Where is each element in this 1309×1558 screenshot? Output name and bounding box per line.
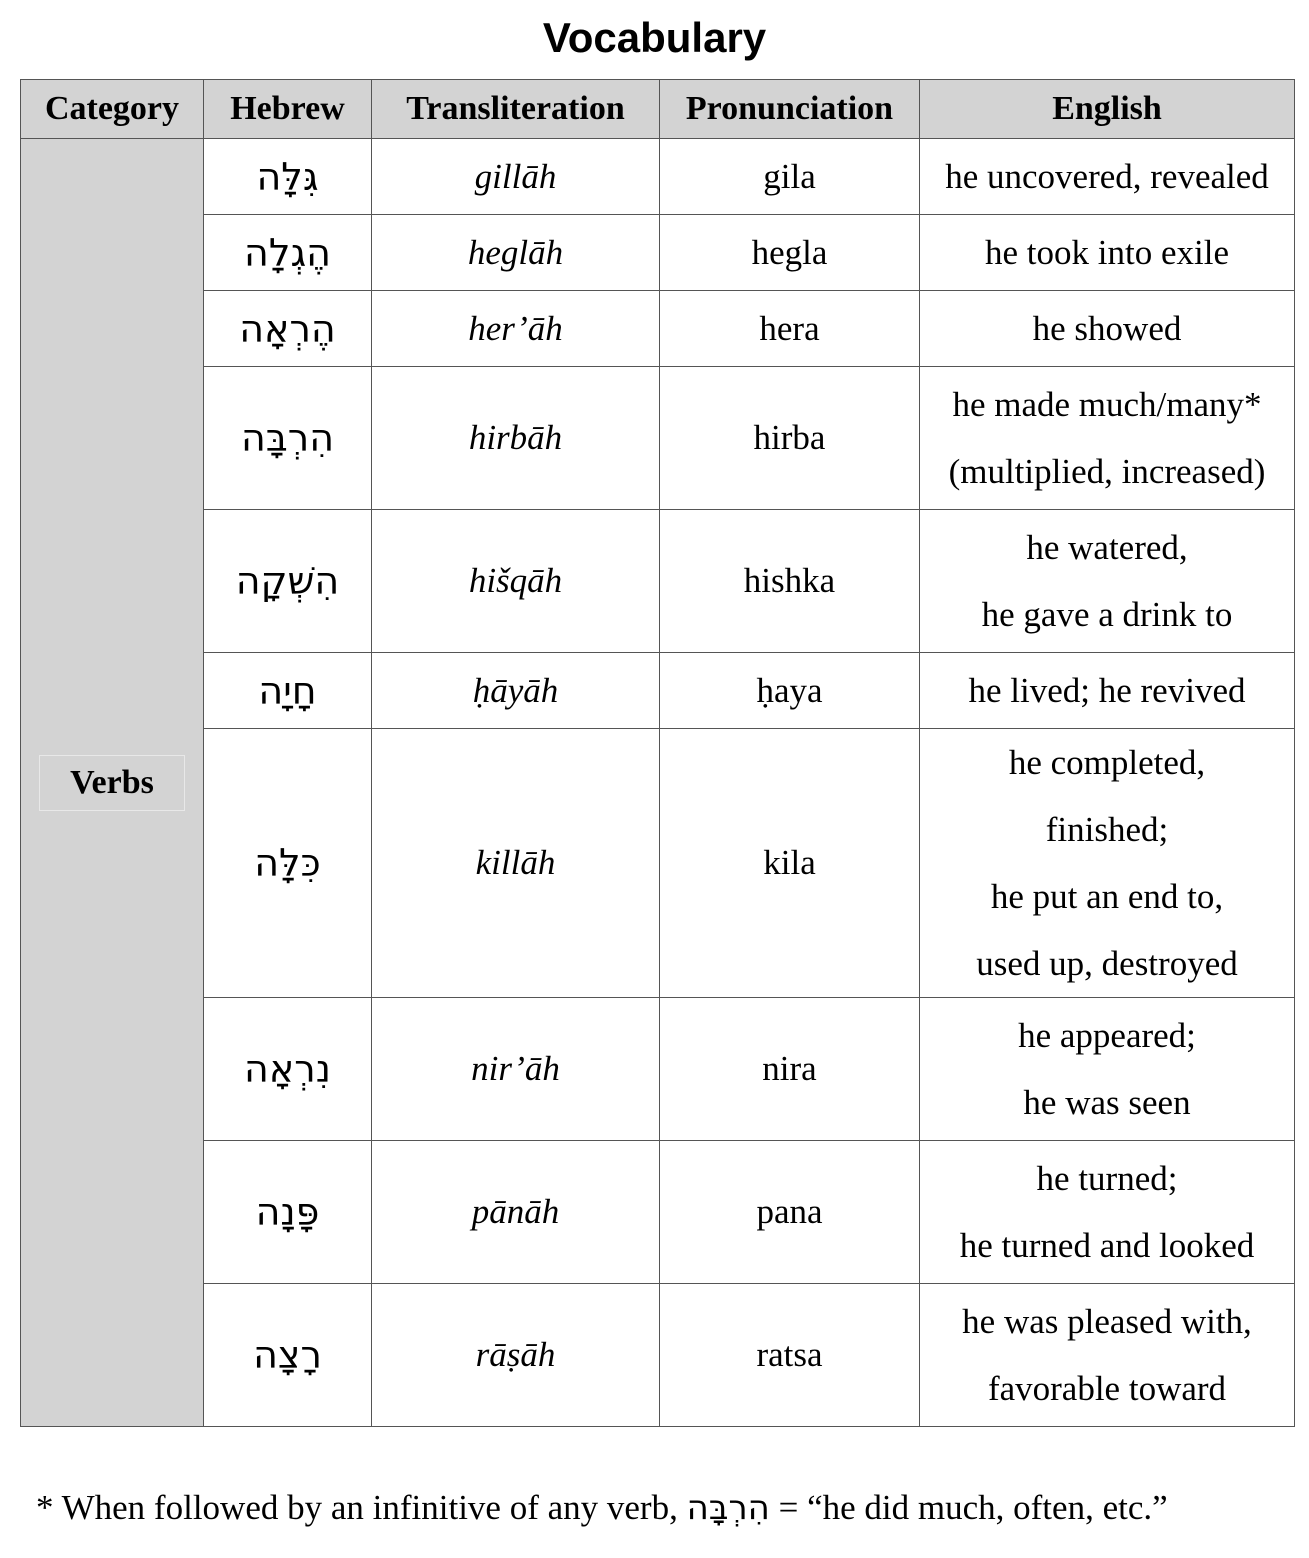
footnote <box>36 1488 1296 1528</box>
footnote-text-before: * When followed by an infinitive of any verb, <box>36 1488 687 1527</box>
page-title: Vocabulary <box>542 14 767 61</box>
english-line: favorable toward <box>987 1369 1227 1408</box>
english-cell <box>920 998 1295 1141</box>
pronunciation-cell: kila <box>660 729 920 998</box>
table-row <box>21 998 1295 1141</box>
transliteration-cell: pānāh <box>372 1141 660 1284</box>
table-row <box>21 139 1295 215</box>
pronunciation-cell: pana <box>660 1141 920 1284</box>
hebrew-cell: הֶגְלָה <box>204 215 372 291</box>
english-cell <box>920 1141 1295 1284</box>
english-line: finished; <box>1045 810 1169 849</box>
table-row <box>21 510 1295 653</box>
english-line: he watered, <box>1026 528 1188 567</box>
header-transliteration: Transliteration <box>372 80 660 139</box>
table-header-row <box>21 80 1295 139</box>
transliteration-cell: hišqāh <box>372 510 660 653</box>
transliteration-cell: hirbāh <box>372 367 660 510</box>
table-row <box>21 367 1295 510</box>
english-cell <box>920 215 1295 291</box>
english-cell <box>920 653 1295 729</box>
pronunciation-cell: hirba <box>660 367 920 510</box>
table-row <box>21 653 1295 729</box>
english-line: he put an end to, <box>990 877 1224 916</box>
english-line: he completed, <box>1008 743 1206 782</box>
english-cell <box>920 510 1295 653</box>
table-row <box>21 291 1295 367</box>
english-line: he uncovered, revealed <box>945 157 1269 196</box>
hebrew-cell: הֶרְאָה <box>204 291 372 367</box>
hebrew-cell: פָּנָה <box>204 1141 372 1284</box>
hebrew-cell: רָצָה <box>204 1284 372 1427</box>
footnote-text-after: = “he did much, often, etc.” <box>769 1488 1168 1527</box>
header-pronunciation: Pronunciation <box>660 80 920 139</box>
transliteration-cell: ḥāyāh <box>372 653 660 729</box>
english-line: he gave a drink to <box>981 595 1233 634</box>
english-cell <box>920 367 1295 510</box>
footnote-hebrew: הִרְבָּה <box>686 1488 770 1528</box>
header-hebrew: Hebrew <box>204 80 372 139</box>
hebrew-cell: גִּלָּה <box>204 139 372 215</box>
transliteration-cell: nir’āh <box>372 998 660 1141</box>
transliteration-cell: heglāh <box>372 215 660 291</box>
english-line: he was seen <box>1023 1083 1191 1122</box>
english-line: he was pleased with, <box>962 1302 1252 1341</box>
english-cell <box>920 139 1295 215</box>
english-line: he appeared; <box>1018 1016 1196 1055</box>
hebrew-cell: כִּלָּה <box>204 729 372 998</box>
english-line: he took into exile <box>985 233 1229 272</box>
hebrew-cell: חָיָה <box>204 653 372 729</box>
hebrew-cell: הִשְׁקָה <box>204 510 372 653</box>
transliteration-cell: rāṣāh <box>372 1284 660 1427</box>
pronunciation-cell: gila <box>660 139 920 215</box>
header-english: English <box>920 80 1295 139</box>
english-line: (multiplied, increased) <box>948 452 1266 491</box>
category-cell <box>21 139 204 1427</box>
english-cell <box>920 291 1295 367</box>
pronunciation-cell: ratsa <box>660 1284 920 1427</box>
english-line: he showed <box>1032 309 1182 348</box>
table-row <box>21 215 1295 291</box>
table-row <box>21 729 1295 998</box>
english-cell <box>920 1284 1295 1427</box>
header-category: Category <box>21 80 204 139</box>
hebrew-cell: הִרְבָּה <box>204 367 372 510</box>
pronunciation-cell: ḥaya <box>660 653 920 729</box>
pronunciation-cell: hegla <box>660 215 920 291</box>
hebrew-cell: נִרְאָה <box>204 998 372 1141</box>
table-row <box>21 1141 1295 1284</box>
english-cell <box>920 729 1295 998</box>
english-line: he turned and looked <box>959 1226 1255 1265</box>
pronunciation-cell: nira <box>660 998 920 1141</box>
english-line: he lived; he revived <box>968 671 1246 710</box>
english-line: used up, destroyed <box>976 944 1238 983</box>
pronunciation-cell: hera <box>660 291 920 367</box>
transliteration-cell: gillāh <box>372 139 660 215</box>
pronunciation-cell: hishka <box>660 510 920 653</box>
english-line: he made much/many* <box>952 385 1262 424</box>
category-label: Verbs <box>39 755 185 811</box>
transliteration-cell: killāh <box>372 729 660 998</box>
table-row <box>21 1284 1295 1427</box>
transliteration-cell: her’āh <box>372 291 660 367</box>
english-line: he turned; <box>1036 1159 1178 1198</box>
vocabulary-table <box>20 79 1295 1427</box>
